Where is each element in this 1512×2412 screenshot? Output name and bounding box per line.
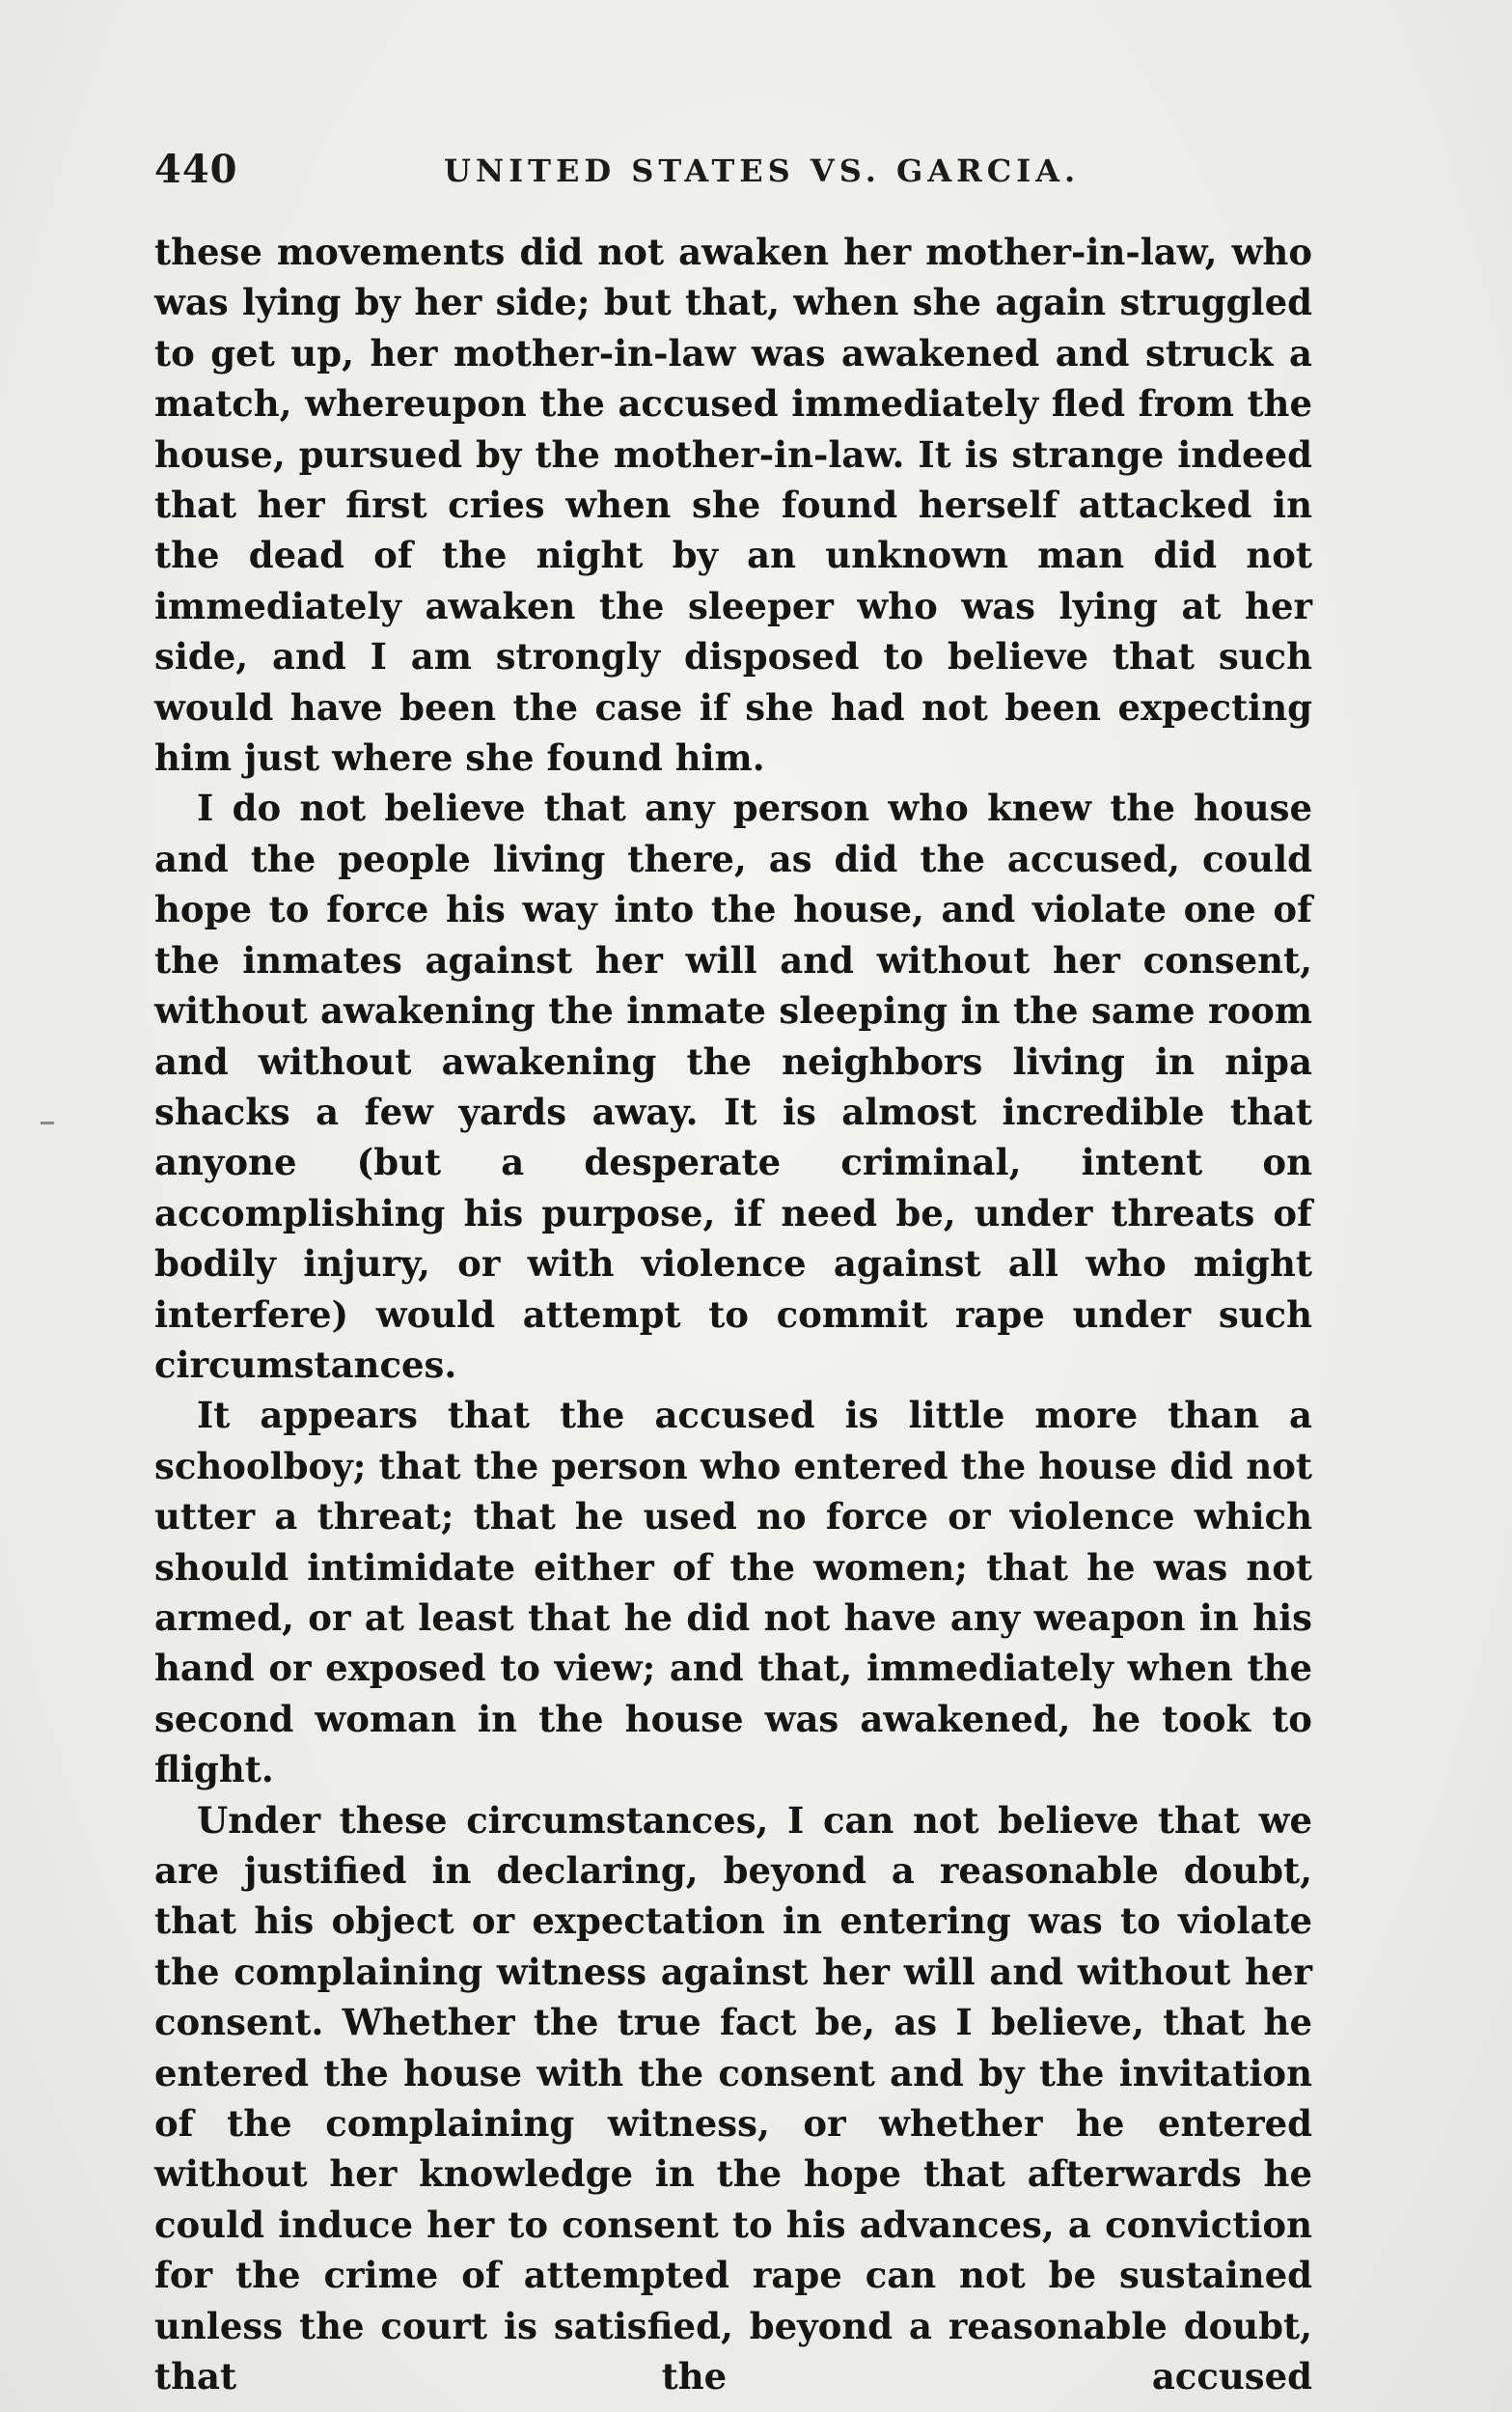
paragraph-3: It appears that the accused is little more than a schoolboy; that the person who entered the house did not utter a threat; that he used no force or violence which should intimidate either of the women; that he was not armed, or at least that he did not have any weapon in his hand or exposed to view; and that, immediately when the second woman in the house was awakened, he took to flight. <box>154 1394 1312 1791</box>
running-head: UNITED STATES VS. GARCIA. <box>444 152 1081 189</box>
body-text <box>154 227 1312 2401</box>
page-number: 440 <box>154 147 238 192</box>
paragraph-1: these movements did not awaken her mother-in-law, who was lying by her side; but that, when she again struggled to get up, her mother-in-law was awakened and struck a match, whereupon the accused immediately fled from the house, pursued by the mother-in-law. It is strange indeed that her first cries when she found herself attacked in the dead of the night by an unknown man did not immediately awaken the sleeper who was lying at her side, and I am strongly disposed to believe that such would have been the case if she had not been expecting him just where she found him. <box>154 231 1312 780</box>
margin-mark <box>41 1122 54 1124</box>
paragraph-2: I do not believe that any person who knew the house and the people living there, as did the accused, could hope to force his way into the house, and violate one of the inmates against her will and without her consent, without awakening the inmate sleeping in the same room and without awakening the neighbors living in nipa shacks a few yards away. It is almost incredible that anyone (but a desperate criminal, intent on accomplishing his purpose, if need be, under threats of bodily injury, or with violence against all who might interfere) would attempt to commit rape under such circumstances. <box>154 787 1312 1386</box>
page-header <box>154 147 1351 205</box>
paragraph-4: Under these circumstances, I can not believe that we are justified in declaring, beyond a reasonable doubt, that his object or expectation in entering was to violate the complaining witness against her will and without her consent. Whether the true fact be, as I believe, that he entered the house with the consent and by the invitation of the complaining witness, or whether he entered without her knowledge in the hope that afterwards he could induce her to consent to his advances, a conviction for the crime of attempted rape can not be sustained unless the court is satisfied, beyond a reasonable doubt, that the accused <box>154 1798 1312 2398</box>
